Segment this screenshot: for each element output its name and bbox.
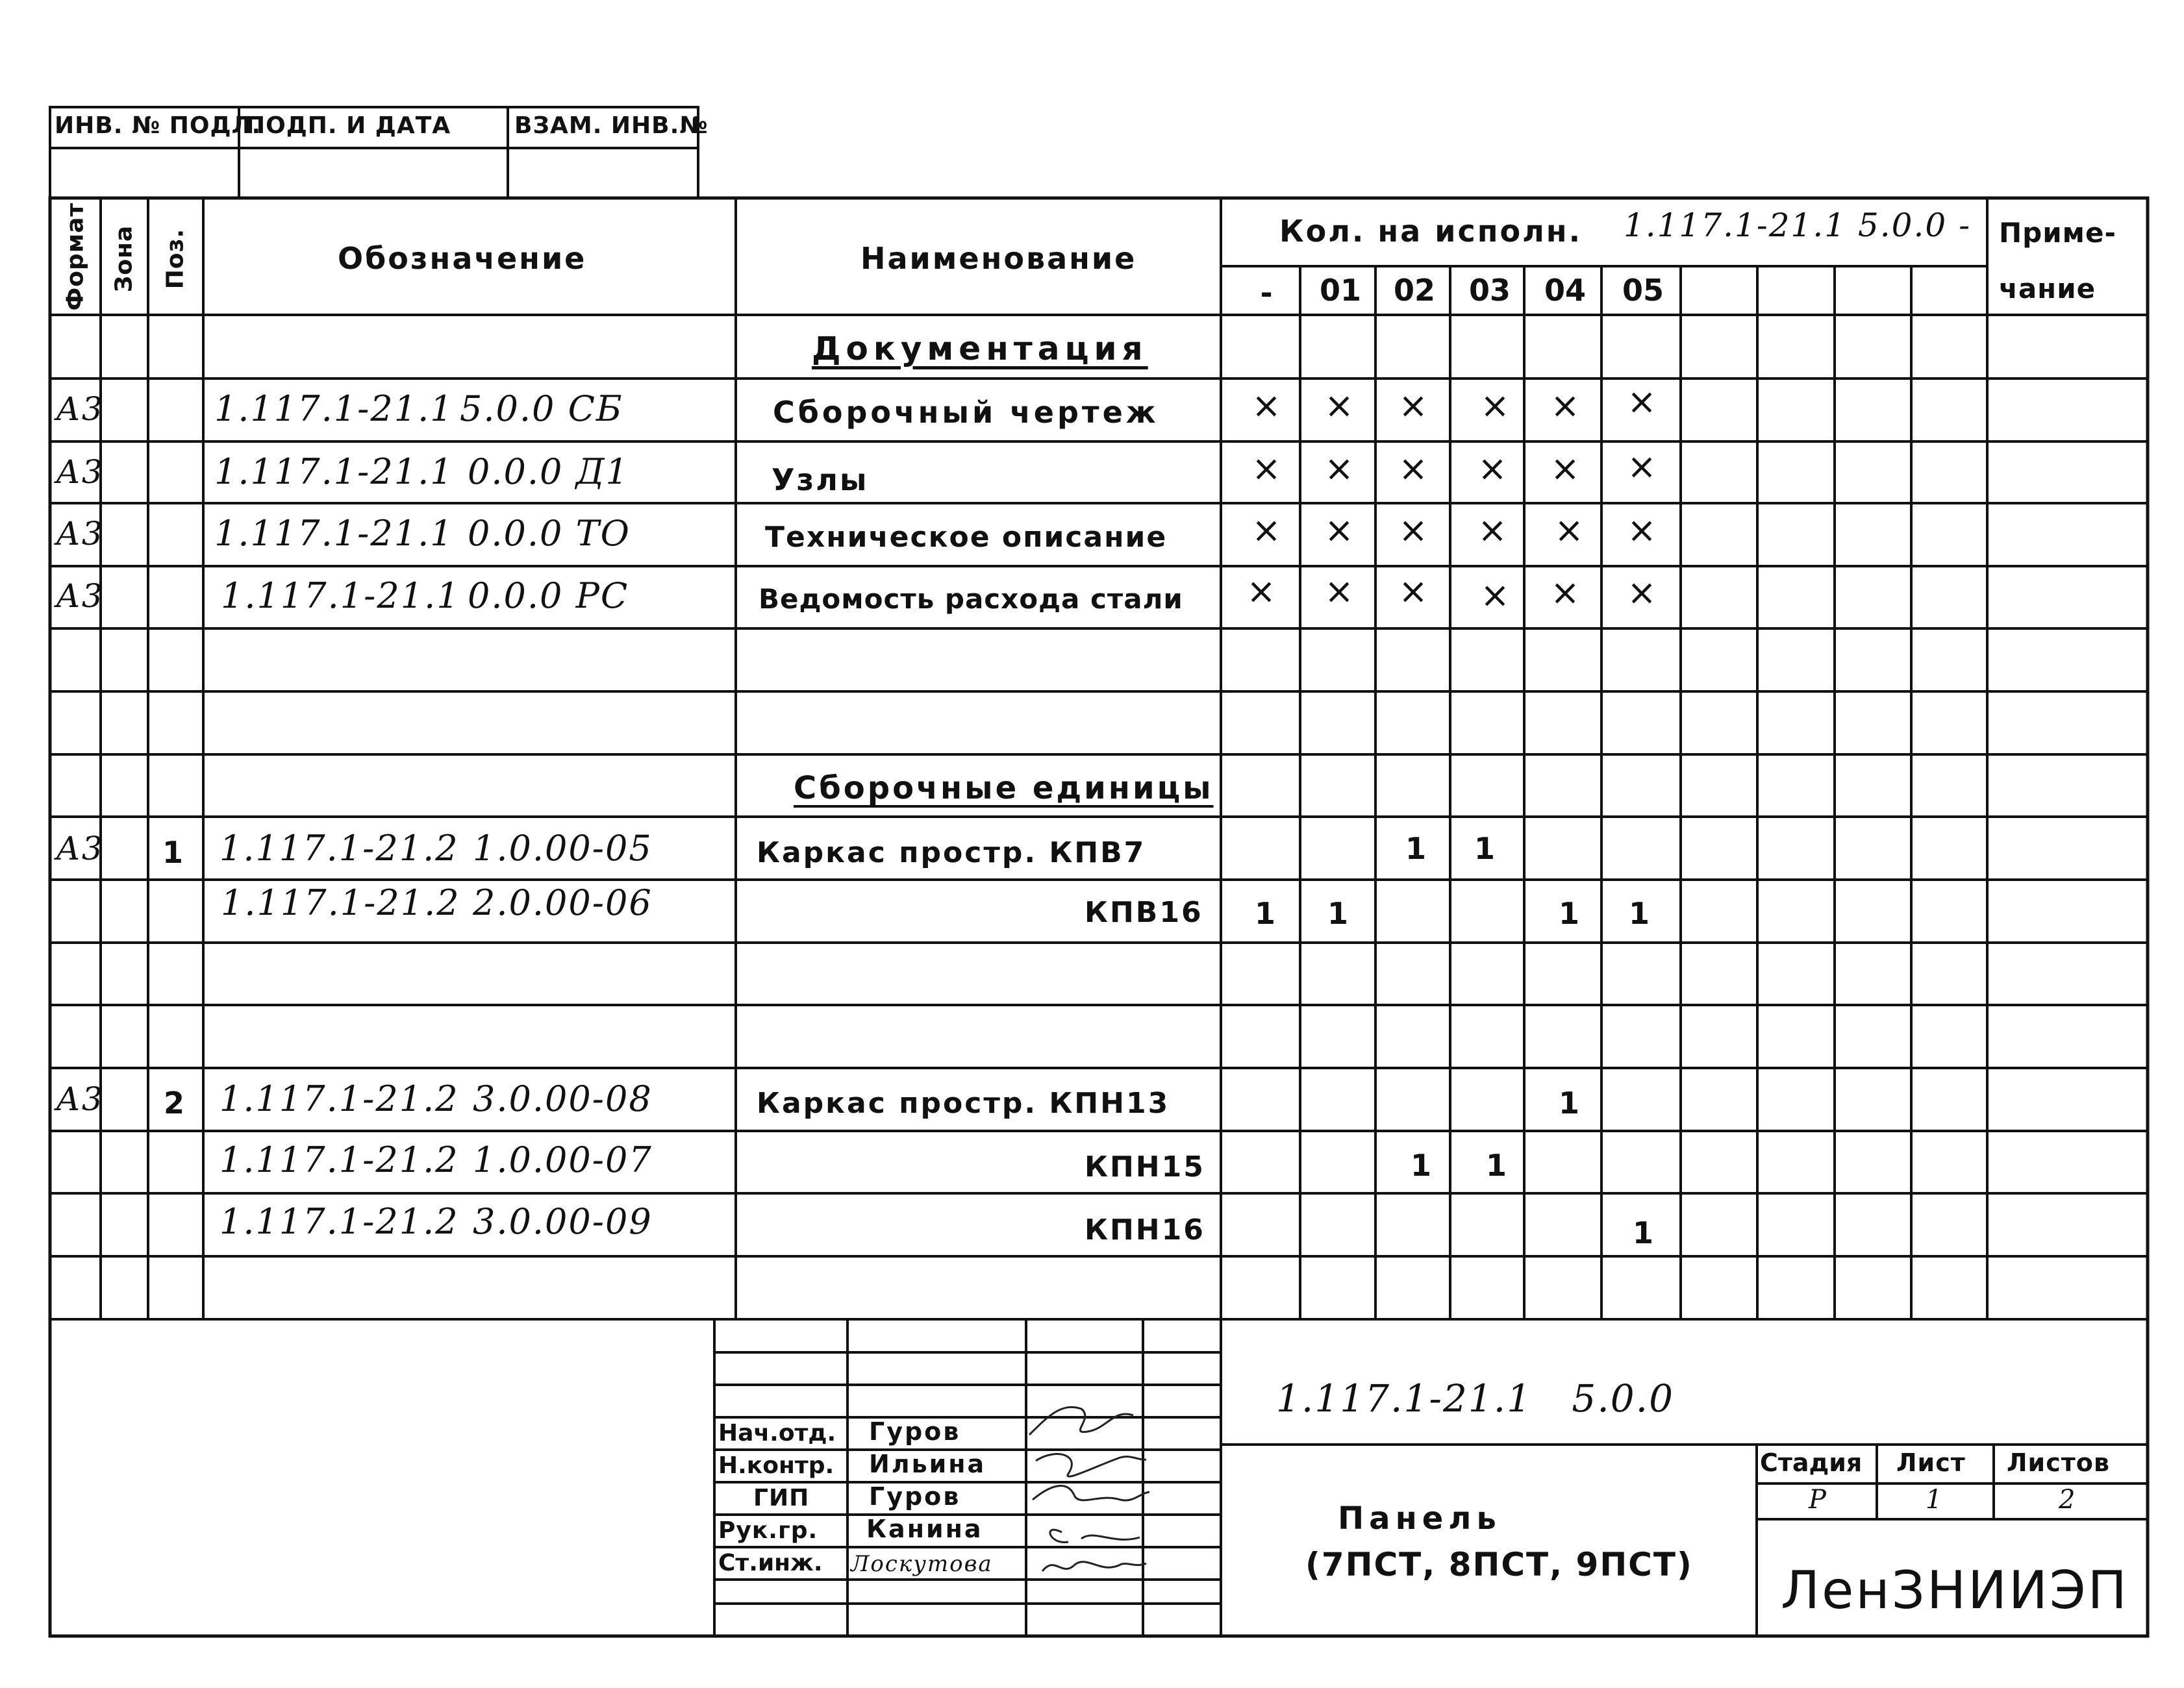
row-code: 1.117.1-21.1 xyxy=(214,451,454,492)
row-mark: × xyxy=(1550,385,1580,426)
sheets-label: Листов xyxy=(2007,1448,2110,1477)
signature-ilina xyxy=(1036,1454,1146,1477)
organization-name: ЛенЗНИИЭП xyxy=(1781,1560,2129,1620)
header-primechanie-1: Приме- xyxy=(1999,217,2116,249)
doc-title-line-2: (7ПСТ, 8ПСТ, 9ПСТ) xyxy=(1305,1546,1693,1583)
variant-header: 05 xyxy=(1622,273,1664,308)
row-format: А3 xyxy=(56,515,104,552)
doc-code: 1.117.1-21.1 5.0.0 xyxy=(1276,1376,1675,1421)
row-mark: × xyxy=(1477,448,1507,489)
row-name: Каркас простр. КПВ7 xyxy=(757,836,1146,869)
row-suffix: 0.0.0 ТО xyxy=(468,513,631,554)
variant-header: 04 xyxy=(1544,273,1587,308)
row-mark: × xyxy=(1627,510,1657,551)
row-code: 1.117.1-21.2 xyxy=(221,882,460,923)
signature-gurov-2 xyxy=(1033,1486,1149,1500)
sheet-value: 1 xyxy=(1926,1485,1944,1515)
row-code: 1.117.1-21.2 xyxy=(220,1139,459,1180)
header-poz: Поз. xyxy=(162,228,189,290)
row-mark: × xyxy=(1324,385,1354,426)
row-suffix: 3.0.00-08 xyxy=(473,1078,653,1119)
row-code: 1.117.1-21.2 xyxy=(220,828,459,869)
signer-role: Ст.инж. xyxy=(718,1550,823,1576)
row-suffix: 1.0.00-07 xyxy=(473,1139,653,1180)
row-format: А3 xyxy=(56,577,104,615)
row-code: 1.117.1-21.1 xyxy=(214,388,454,429)
row-mark: × xyxy=(1324,448,1354,489)
header-zona: Зона xyxy=(110,225,138,293)
stamp-inv-podl-label: ИНВ. № ПОДЛ. xyxy=(55,112,262,139)
doc-title-line-1: Панель xyxy=(1338,1500,1501,1537)
row-mark: × xyxy=(1251,385,1281,426)
sheet-label: Лист xyxy=(1896,1448,1966,1477)
row-suffix: 2.0.00-06 xyxy=(473,882,653,923)
row-name: Техническое описание xyxy=(765,521,1168,554)
row-mark: × xyxy=(1398,448,1428,489)
row-name: Узлы xyxy=(772,462,869,497)
signer-name: Ильина xyxy=(869,1450,986,1478)
signer-name: Лоскутова xyxy=(851,1551,993,1577)
row-poz: 1 xyxy=(162,835,184,870)
row-qty: 1 xyxy=(1485,1148,1507,1183)
section-documentation: Документация xyxy=(812,330,1148,367)
variant-header: 02 xyxy=(1394,273,1436,308)
row-code: 1.117.1-21.2 xyxy=(220,1078,459,1119)
sheets-value: 2 xyxy=(2059,1485,2077,1515)
signer-role: ГИП xyxy=(753,1485,810,1511)
signer-name: Гуров xyxy=(869,1482,961,1511)
row-poz: 2 xyxy=(164,1086,185,1121)
row-mark: × xyxy=(1627,572,1657,613)
row-qty: 1 xyxy=(1628,896,1650,931)
header-format: Формат xyxy=(62,202,89,311)
signature-gurov xyxy=(1029,1407,1133,1435)
row-mark: × xyxy=(1627,446,1657,487)
row-format: А3 xyxy=(56,453,104,491)
signatures xyxy=(1023,1389,1153,1584)
row-mark: × xyxy=(1480,385,1510,426)
row-qty: 1 xyxy=(1405,831,1426,866)
signer-name: Гуров xyxy=(869,1417,961,1446)
signature-loskutova xyxy=(1042,1562,1146,1571)
row-mark: × xyxy=(1246,571,1276,612)
row-mark: × xyxy=(1480,575,1510,615)
row-suffix: 1.0.00-05 xyxy=(473,828,653,869)
row-name: Сборочный чертеж xyxy=(773,395,1159,430)
row-name: Каркас простр. КПН13 xyxy=(757,1087,1170,1120)
row-qty: 1 xyxy=(1474,831,1495,866)
row-qty: 1 xyxy=(1327,896,1348,931)
row-name: КПВ16 xyxy=(1085,896,1203,929)
row-suffix: 0.0.0 РС xyxy=(468,575,629,616)
row-mark: × xyxy=(1398,385,1428,426)
row-mark: × xyxy=(1398,571,1428,612)
header-ispoln-code: 1.117.1-21.1 5.0.0 - xyxy=(1624,206,1971,244)
variant-header: - xyxy=(1260,275,1273,310)
stamp-podp-data-label: ПОДП. И ДАТА xyxy=(245,112,451,139)
row-mark: × xyxy=(1554,510,1584,551)
row-format: А3 xyxy=(56,830,104,867)
signer-role: Н.контр. xyxy=(718,1452,835,1479)
row-format: А3 xyxy=(56,1080,104,1118)
stage-label: Стадия xyxy=(1760,1448,1863,1477)
stage-value: Р xyxy=(1809,1485,1827,1515)
row-code: 1.117.1-21.1 xyxy=(221,575,460,616)
row-mark: × xyxy=(1251,510,1281,551)
variant-header: 03 xyxy=(1469,273,1511,308)
row-mark: × xyxy=(1251,448,1281,489)
stamp-vzam-inv-label: ВЗАМ. ИНВ.№ xyxy=(514,112,709,139)
row-mark: × xyxy=(1550,572,1580,613)
row-suffix: 5.0.0 СБ xyxy=(460,388,623,429)
section-assembly-units: Сборочные единицы xyxy=(794,770,1214,806)
header-primechanie-2: чание xyxy=(1999,273,2096,304)
row-qty: 1 xyxy=(1254,896,1275,931)
row-qty: 1 xyxy=(1410,1148,1431,1183)
row-code: 1.117.1-21.2 xyxy=(220,1201,459,1242)
row-qty: 1 xyxy=(1558,1086,1579,1121)
row-mark: × xyxy=(1477,510,1507,551)
row-qty: 1 xyxy=(1632,1215,1653,1250)
signer-name: Канина xyxy=(866,1515,983,1543)
row-qty: 1 xyxy=(1558,896,1579,931)
row-mark: × xyxy=(1324,571,1354,612)
row-name: КПН15 xyxy=(1085,1150,1205,1184)
row-mark: × xyxy=(1627,381,1657,422)
signer-role: Нач.отд. xyxy=(718,1420,836,1446)
header-kol-na-ispoln: Кол. на исполн. xyxy=(1279,214,1583,249)
signature-kanina xyxy=(1050,1530,1140,1542)
variant-header: 01 xyxy=(1320,273,1362,308)
row-name: Ведомость расхода стали xyxy=(759,583,1183,615)
row-name: КПН16 xyxy=(1085,1213,1205,1247)
row-format: А3 xyxy=(56,390,104,428)
row-mark: × xyxy=(1324,510,1354,551)
header-oboznachenie: Обозначение xyxy=(338,241,587,276)
row-suffix: 3.0.00-09 xyxy=(473,1201,653,1242)
row-mark: × xyxy=(1550,448,1580,489)
header-naimenovanie: Наименование xyxy=(860,241,1137,276)
row-mark: × xyxy=(1398,510,1428,551)
row-suffix: 0.0.0 Д1 xyxy=(468,451,629,492)
signer-role: Рук.гр. xyxy=(718,1517,818,1544)
row-code: 1.117.1-21.1 xyxy=(214,513,454,554)
